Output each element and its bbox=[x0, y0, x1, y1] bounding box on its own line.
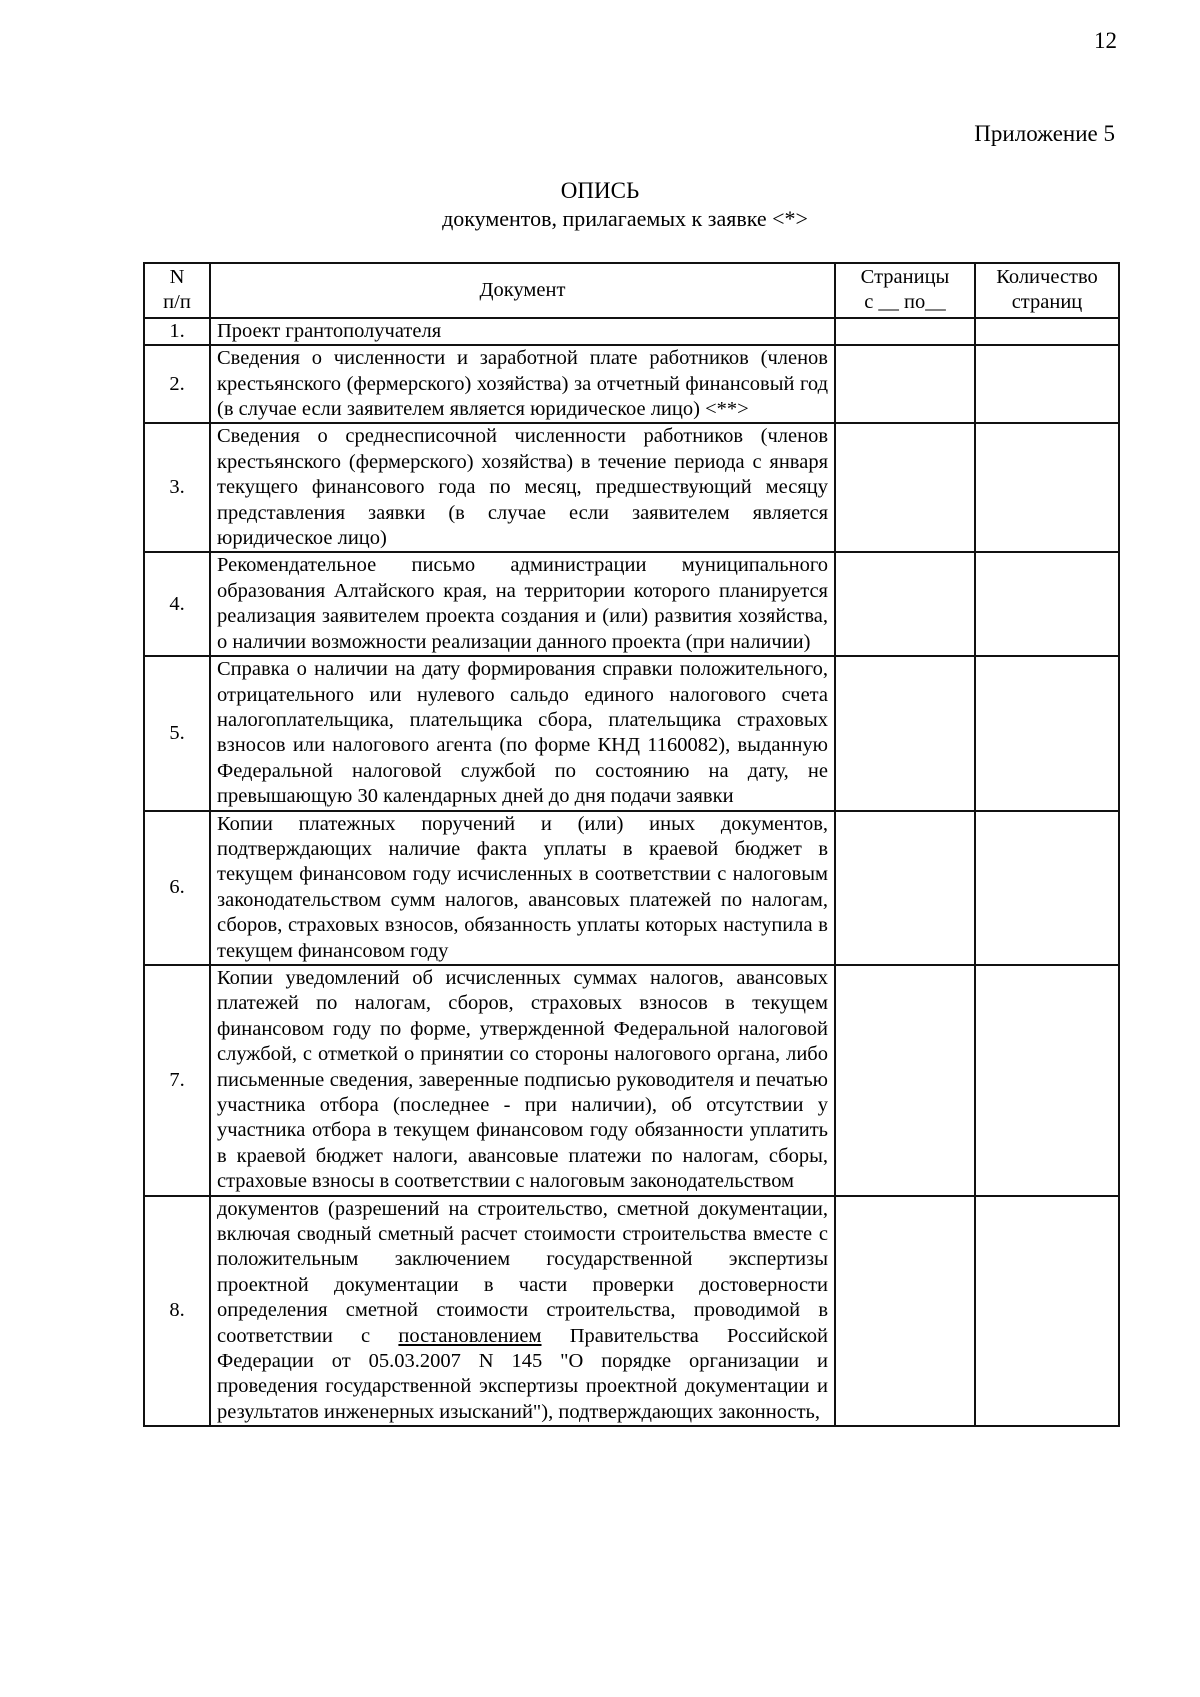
row-document: Рекомендательное письмо администрации муниципального образования Алтайского края, на территории которого планируется реализация заявителем проекта создания и (или) развития хозяйства, о наличии возможности реализации данного проекта (при наличии) bbox=[210, 552, 835, 656]
table-row bbox=[144, 318, 1119, 345]
row-document bbox=[210, 1196, 835, 1427]
row-pages-cell[interactable] bbox=[835, 811, 975, 965]
row-page-count-cell[interactable] bbox=[975, 965, 1119, 1196]
documents-table bbox=[143, 262, 1120, 1427]
row-number: 8. bbox=[144, 1196, 210, 1427]
row-document: Справка о наличии на дату формирования справки положительного, отрицательного или нулевого сальдо единого налогового счета налогоплательщика, плательщика сбора, плательщика страховых взносов или налогового агента (по форме КНД 1160082), выданную Федеральной налоговой службой по состоянию на дату, не превышающую 30 календарных дней до дня подачи заявки bbox=[210, 656, 835, 810]
row-page-count-cell[interactable] bbox=[975, 1196, 1119, 1427]
row-number: 2. bbox=[144, 345, 210, 423]
header-pages bbox=[835, 263, 975, 318]
row-number: 7. bbox=[144, 965, 210, 1196]
table-row bbox=[144, 811, 1119, 965]
row-page-count-cell[interactable] bbox=[975, 656, 1119, 810]
row-page-count-cell[interactable] bbox=[975, 811, 1119, 965]
document-title: ОПИСЬ bbox=[560, 178, 640, 203]
row-pages-cell[interactable] bbox=[835, 1196, 975, 1427]
row-page-count-cell[interactable] bbox=[975, 552, 1119, 656]
row-document: Сведения о среднесписочной численности работников (членов крестьянского (фермерского) хозяйства) в течение периода с января текущего финансового года по месяц, предшествующий месяцу представления заявки (в случае если заявителем является юридическое лицо) bbox=[210, 423, 835, 552]
row-document: Проект грантополучателя bbox=[210, 318, 835, 345]
row-document: Копии платежных поручений и (или) иных документов, подтверждающих наличие факта уплаты в краевой бюджет в текущем финансовом году исчисленных в соответствии с налоговым законодательством сумм налогов, авансовых платежей по налогам, сборов, страховых взносов, обязанность уплаты которых наступила в текущем финансовом году bbox=[210, 811, 835, 965]
row-document-text: документов (разрешений на строительство, сметной документации, включая сводный сметный расчет стоимости строительства вместе с положительным заключением государственной экспертизы проектной документации в части проверки достоверности определения сметной стоимости строительства, проводимой в соответствии с bbox=[217, 1197, 828, 1347]
header-number-line2: п/п bbox=[163, 291, 191, 314]
row-pages-cell[interactable] bbox=[835, 423, 975, 552]
row-page-count-cell[interactable] bbox=[975, 318, 1119, 345]
table-row bbox=[144, 345, 1119, 423]
row-document-text-continued: Правительства Российской Федерации от 05.03.2007 N 145 "О порядке организации и проведения государственной экспертизы проектной документации и результатов инженерных изысканий"), подтверждающих законность, bbox=[217, 1324, 828, 1423]
row-pages-cell[interactable] bbox=[835, 345, 975, 423]
row-number: 4. bbox=[144, 552, 210, 656]
row-document: Сведения о численности и заработной плате работников (членов крестьянского (фермерского) хозяйства) за отчетный финансовый год (в случае если заявителем является юридическое лицо) <**> bbox=[210, 345, 835, 423]
appendix-label: Приложение 5 bbox=[974, 121, 1115, 146]
row-page-count-cell[interactable] bbox=[975, 345, 1119, 423]
table-row bbox=[144, 552, 1119, 656]
document-subtitle: документов, прилагаемых к заявке <*> bbox=[442, 206, 808, 231]
row-pages-cell[interactable] bbox=[835, 552, 975, 656]
row-pages-cell[interactable] bbox=[835, 965, 975, 1196]
header-pages-line2: с __ по__ bbox=[864, 291, 946, 314]
header-pages-line1: Страницы bbox=[860, 266, 950, 288]
table-header-row bbox=[144, 263, 1119, 318]
decree-link[interactable]: постановлением bbox=[398, 1324, 542, 1347]
row-number: 6. bbox=[144, 811, 210, 965]
row-number: 1. bbox=[144, 318, 210, 345]
header-number-line1: N bbox=[169, 266, 185, 288]
row-document: Копии уведомлений об исчисленных суммах налогов, авансовых платежей по налогам, сборов, страховых взносов в текущем финансовом году по форме, утвержденной Федеральной налоговой службой, с отметкой о принятии со стороны налогового органа, либо письменные сведения, заверенные подписью руководителя и печатью участника отбора (последнее - при наличии), об отсутствии у участника отбора в текущем финансовом году обязанности уплатить в краевой бюджет налоги, авансовые платежи по налогам, сборы, страховые взносы в соответствии с налоговым законодательством bbox=[210, 965, 835, 1196]
header-count-line2: страниц bbox=[1011, 291, 1083, 314]
row-number: 5. bbox=[144, 656, 210, 810]
header-count-line1: Количество bbox=[996, 266, 1098, 288]
table-row bbox=[144, 1196, 1119, 1427]
row-number: 3. bbox=[144, 423, 210, 552]
header-document: Документ bbox=[210, 263, 835, 318]
header-number bbox=[144, 263, 210, 318]
row-pages-cell[interactable] bbox=[835, 656, 975, 810]
row-page-count-cell[interactable] bbox=[975, 423, 1119, 552]
page-number: 12 bbox=[1094, 28, 1117, 53]
table-row bbox=[144, 423, 1119, 552]
table-row bbox=[144, 965, 1119, 1196]
row-pages-cell[interactable] bbox=[835, 318, 975, 345]
table-row bbox=[144, 656, 1119, 810]
header-page-count bbox=[975, 263, 1119, 318]
